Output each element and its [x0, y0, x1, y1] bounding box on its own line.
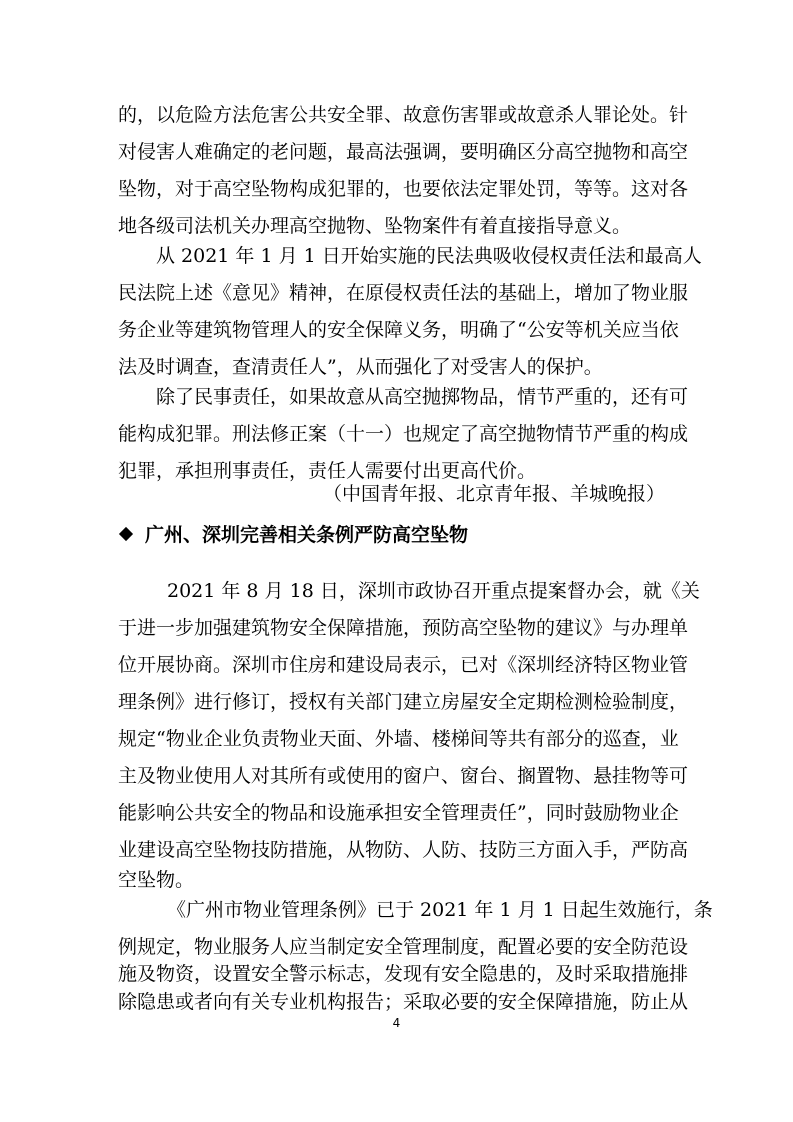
paragraph-1-line-4: 地各级司法机关办理高空抛物、坠物案件有着直接指导意义。 — [118, 215, 632, 237]
paragraph-2-line-3: 务企业等建筑物管理人的安全保障义务，明确了“公安等机关应当依 — [118, 319, 679, 341]
paragraph-1-line-3: 坠物，对于高空坠物构成犯罪的，也要依法定罪处罚，等等。这对各 — [118, 178, 689, 200]
diamond-bullet-icon — [119, 527, 133, 541]
paragraph-4-line-1: 2021 年 8 月 18 日，深圳市政协召开重点提案督办会，就《关 — [167, 580, 700, 602]
paragraph-3-line-2: 能构成犯罪。刑法修正案（十一）也规定了高空抛物情节严重的构成 — [118, 423, 689, 445]
section-heading-text: 广州、深圳完善相关条例严防高空坠物 — [145, 524, 469, 546]
paragraph-4-line-5: 规定“物业企业负责物业天面、外墙、楼梯间等共有部分的巡查，业 — [118, 728, 679, 750]
paragraph-5-line-4: 除隐患或者向有关专业机构报告；采取必要的安全保障措施，防止从 — [118, 991, 689, 1013]
paragraph-2-line-2: 民法院上述《意见》精神，在原侵权责任法的基础上，增加了物业服 — [118, 282, 689, 304]
paragraph-5-line-1: 《广州市物业管理条例》已于 2021 年 1 月 1 日起生效施行，条 — [167, 899, 713, 921]
paragraph-2-line-1: 从 2021 年 1 月 1 日开始实施的民法典吸收侵权责任法和最高人 — [156, 245, 702, 267]
paragraph-4-line-4: 理条例》进行修订，授权有关部门建立房屋安全定期检测检验制度， — [118, 691, 689, 713]
paragraph-1-line-2: 对侵害人难确定的老问题，最高法强调，要明确区分高空抛物和高空 — [118, 141, 689, 163]
paragraph-4-line-7: 能影响公共安全的物品和设施承担安全管理责任”，同时鼓励物业企 — [118, 802, 679, 824]
source-note: （中国青年报、北京青年报、羊城晚报） — [322, 483, 665, 505]
paragraph-5-line-3: 施及物资，设置安全警示标志，发现有安全隐患的，及时采取措施排 — [118, 963, 689, 985]
page-number: 4 — [392, 1016, 401, 1030]
paragraph-3-line-3: 犯罪，承担刑事责任，责任人需要付出更高代价。 — [118, 460, 537, 482]
paragraph-4-line-8: 业建设高空坠物技防措施，从物防、人防、技防三方面入手，严防高 — [118, 839, 689, 861]
paragraph-1-line-1: 的，以危险方法危害公共安全罪、故意伤害罪或故意杀人罪论处。针 — [118, 104, 689, 126]
paragraph-4-line-2: 于进一步加强建筑物安全保障措施，预防高空坠物的建议》与办理单 — [118, 617, 689, 639]
paragraph-4-line-3: 位开展协商。深圳市住房和建设局表示，已对《深圳经济特区物业管 — [118, 654, 689, 676]
paragraph-4-line-9: 空坠物。 — [118, 869, 195, 891]
section-heading — [118, 522, 468, 548]
paragraph-2-line-4: 法及时调查，查清责任人”，从而强化了对受害人的保护。 — [118, 356, 603, 378]
paragraph-5-line-2: 例规定，物业服务人应当制定安全管理制度，配置必要的安全防范设 — [118, 936, 689, 958]
paragraph-3-line-1: 除了民事责任，如果故意从高空抛掷物品，情节严重的，还有可 — [156, 386, 689, 408]
paragraph-4-line-6: 主及物业使用人对其所有或使用的窗户、窗台、搁置物、悬挂物等可 — [118, 765, 689, 787]
